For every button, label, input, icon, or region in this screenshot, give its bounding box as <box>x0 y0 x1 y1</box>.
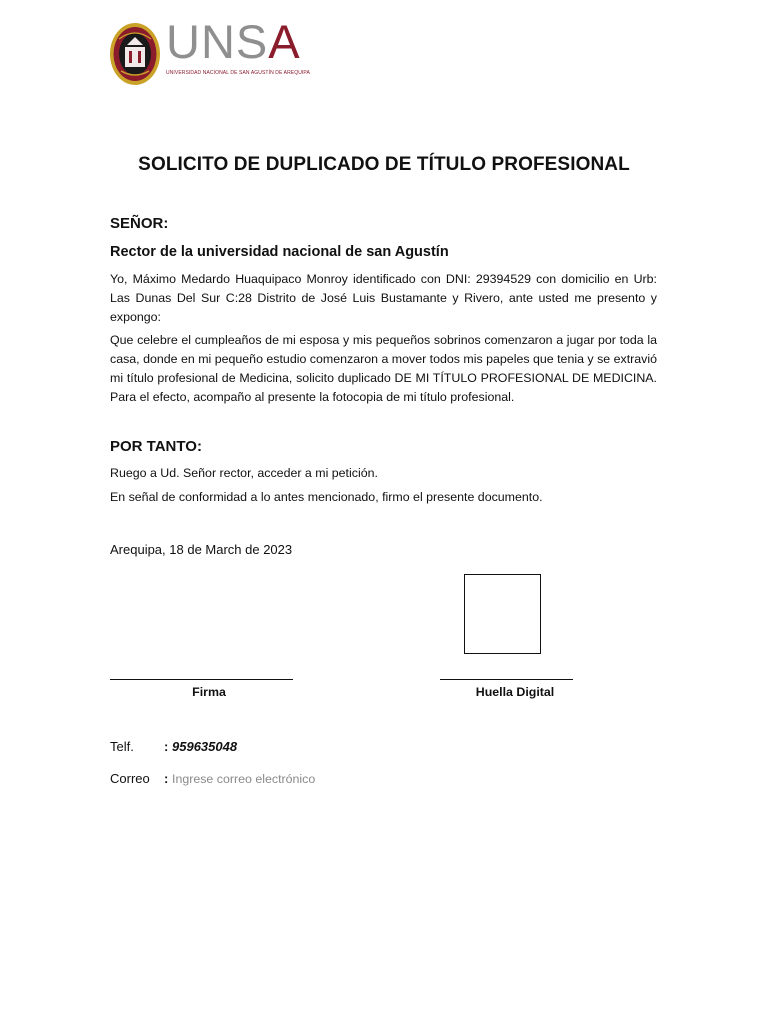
university-seal-icon <box>109 21 163 87</box>
huella-label: Huella Digital <box>475 685 555 699</box>
unsa-wordmark: UNSA <box>166 15 301 68</box>
paragraph-exposition: Que celebre el cumpleaños de mi esposa y mis pequeños sobrinos comenzaron a jugar por toda la casa, donde en mi pequeño estudio comenzaron a mover todos mis papeles que tenia y se extravió mi título profesional de Medicina, solicito duplicado DE MI TÍTULO PROFESIONAL DE MEDICINA. Para el efecto, acompaño al presente la fotocopia de mi título profesional. <box>110 333 657 404</box>
fingerprint-box <box>464 574 541 654</box>
tel-label: Telf. <box>110 739 134 754</box>
addressee: Rector de la universidad nacional de san Agustín <box>110 244 449 260</box>
firma-label: Firma <box>192 685 226 699</box>
salutation: SEÑOR: <box>110 215 169 232</box>
mail-label: Correo <box>110 771 150 786</box>
document-title: SOLICITO DE DUPLICADO DE TÍTULO PROFESIONAL <box>138 154 630 175</box>
unsa-logo <box>109 15 310 87</box>
tel-value: 959635048 <box>172 739 238 754</box>
tel-colon: : <box>164 739 169 754</box>
signature-line <box>110 679 293 680</box>
unsa-subtitle: UNIVERSIDAD NACIONAL DE SAN AGUSTÍN DE AREQUIPA <box>166 70 310 76</box>
request-text: Ruego a Ud. Señor rector, acceder a mi petición. <box>110 466 378 480</box>
conformity-text: En señal de conformidad a lo antes mencionado, firmo el presente documento. <box>110 490 543 504</box>
paragraph-identification: Yo, Máximo Medardo Huaquipaco Monroy identificado con DNI: 29394529 con domicilio en Urb: Las Dunas Del Sur C:28 Distrito de José Luis Bustamante y Rivero, ante usted me presento y expongo: <box>110 272 657 324</box>
por-tanto-heading: POR TANTO: <box>110 438 202 455</box>
mail-colon: : <box>164 771 169 786</box>
fingerprint-line <box>440 679 573 680</box>
date-line: Arequipa, 18 de March de 2023 <box>110 542 293 557</box>
email-field[interactable]: Ingrese correo electrónico <box>172 772 316 786</box>
